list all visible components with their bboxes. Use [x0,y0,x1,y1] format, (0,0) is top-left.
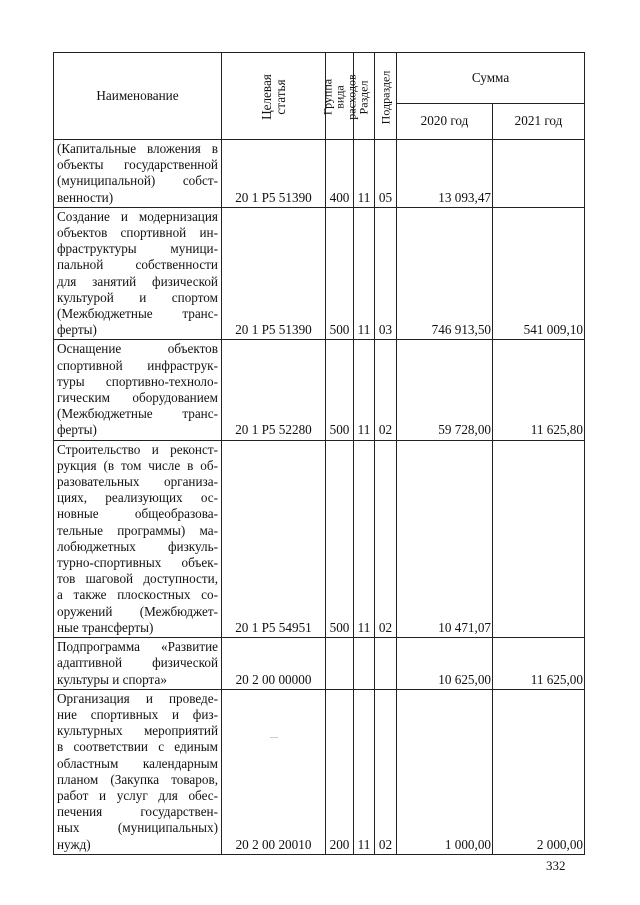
row-sum-2020: 746 913,50 [397,207,493,340]
row-name-line: ные трансферты) [57,619,154,635]
row-name-line: Организация и проведе- [57,690,218,706]
row-sum-2021: 541 009,10 [493,207,585,340]
row-name-line: планом (Закупка товаров, [57,771,218,787]
row-name-line: объекты государственной [57,157,218,173]
row-name-line: работ и услуг для обес- [57,787,218,803]
row-name [54,207,222,340]
row-expense-group: 500 [326,340,354,440]
row-name-line: областным календарным [57,755,218,771]
header-year-2021: 2021 год [493,104,585,140]
row-subsection [375,638,397,690]
row-subsection: 05 [375,140,397,208]
budget-table [53,52,585,855]
row-sum-2020: 59 728,00 [397,340,493,440]
row-sum-2021: 11 625,00 [493,638,585,690]
row-expense-group: 500 [326,207,354,340]
row-name-line: Оснащение объектов [57,341,218,357]
row-name-line: фраструктуры муници- [57,241,218,257]
row-name-line: (Межбюджетные транс- [57,306,218,322]
row-name [54,689,222,854]
row-name-line: пальной собственности [57,257,218,273]
row-name-line: культурой и спортом [57,289,218,305]
row-name-line: ние спортивных и физ- [57,706,218,722]
row-name-line: тов шаговой доступности, [57,571,218,587]
row-expense-group: 400 [326,140,354,208]
row-target-code: 20 2 00 00000 [222,638,326,690]
row-name-line: ных (муниципальных) [57,820,218,836]
row-name-line: Создание и модернизация [57,208,218,224]
row-subsection: 02 [375,340,397,440]
row-sum-2021 [493,140,585,208]
row-name [54,638,222,690]
table-body [54,140,585,855]
row-name [54,440,222,637]
row-target-code: 20 1 P5 52280 [222,340,326,440]
row-section [354,638,375,690]
row-sum-2020: 10 471,07 [397,440,493,637]
table-row [54,440,585,637]
header-sum: Сумма [397,53,585,104]
page-number: 332 [546,858,566,873]
row-subsection: 03 [375,207,397,340]
row-sum-2021: 11 625,80 [493,340,585,440]
table-row [54,340,585,440]
row-name-line: циях, реализующих ос- [57,490,218,506]
row-name-line: в соответствии с единым [57,739,218,755]
row-name-line: разовательных организа- [57,474,218,490]
row-section: 11 [354,689,375,854]
row-target-code: 20 1 P5 51390 [222,140,326,208]
row-sum-2020: 13 093,47 [397,140,493,208]
row-name [54,340,222,440]
row-name-line: адаптивной физической [57,655,218,671]
row-sum-2021 [493,440,585,637]
row-name-line: культурных мероприятий [57,723,218,739]
row-name-line: нужд) [57,836,91,852]
row-name-line: (муниципальной) собст- [57,173,218,189]
row-expense-group [326,638,354,690]
row-name-line: рукция (в том числе в об- [57,457,218,473]
row-sum-2020: 10 625,00 [397,638,493,690]
header-section: Раздел [354,53,375,140]
scan-mark: — [270,732,278,741]
row-name-line: ферты) [57,322,97,338]
row-name-line: венности) [57,189,114,205]
row-section: 11 [354,440,375,637]
row-name-line: культуры и спорта» [57,671,167,687]
row-section: 11 [354,140,375,208]
row-section: 11 [354,207,375,340]
row-name-line: лобюджетных физкуль- [57,538,218,554]
row-name-line: спортивной инфраструк- [57,357,218,373]
row-name-line: турно-спортивных объек- [57,555,218,571]
table-header [54,53,585,140]
row-name-line: туры спортивно-техноло- [57,373,218,389]
header-group: Группа вида расходов [326,53,354,140]
header-name: Наименование [54,53,222,140]
table-row [54,140,585,208]
row-name-line: (Капитальные вложения в [57,141,218,156]
row-name-line: новные общеобразова- [57,506,218,522]
row-name-line: Строительство и реконст- [57,441,218,457]
row-target-code: 20 1 P5 51390 [222,207,326,340]
row-name-line: печения государствен- [57,804,218,820]
header-target: Целевая статья [222,53,326,140]
row-name-line: тельные программы) ма- [57,522,218,538]
row-sum-2020: 1 000,00 [397,689,493,854]
table-row [54,207,585,340]
row-target-code: 20 2 00 20010 [222,689,326,854]
header-year-2020: 2020 год [397,104,493,140]
row-name-line: гическим оборудованием [57,390,218,406]
row-name-line: ферты) [57,422,97,438]
row-name [54,140,222,208]
row-sum-2021: 2 000,00 [493,689,585,854]
header-subsection: Подраздел [375,53,397,140]
row-subsection: 02 [375,689,397,854]
row-target-code: 20 1 P5 54951 [222,440,326,637]
row-name-line: Подпрограмма «Развитие [57,639,218,655]
row-expense-group: 200 [326,689,354,854]
row-subsection: 02 [375,440,397,637]
row-name-line: оружений (Межбюджет- [57,603,218,619]
table-row [54,689,585,854]
table-row [54,638,585,690]
row-expense-group: 500 [326,440,354,637]
row-name-line: объектов спортивной ин- [57,225,218,241]
row-section: 11 [354,340,375,440]
row-name-line: а также плоскостных со- [57,587,218,603]
row-name-line: для занятий физической [57,273,218,289]
row-name-line: (Межбюджетные транс- [57,406,218,422]
